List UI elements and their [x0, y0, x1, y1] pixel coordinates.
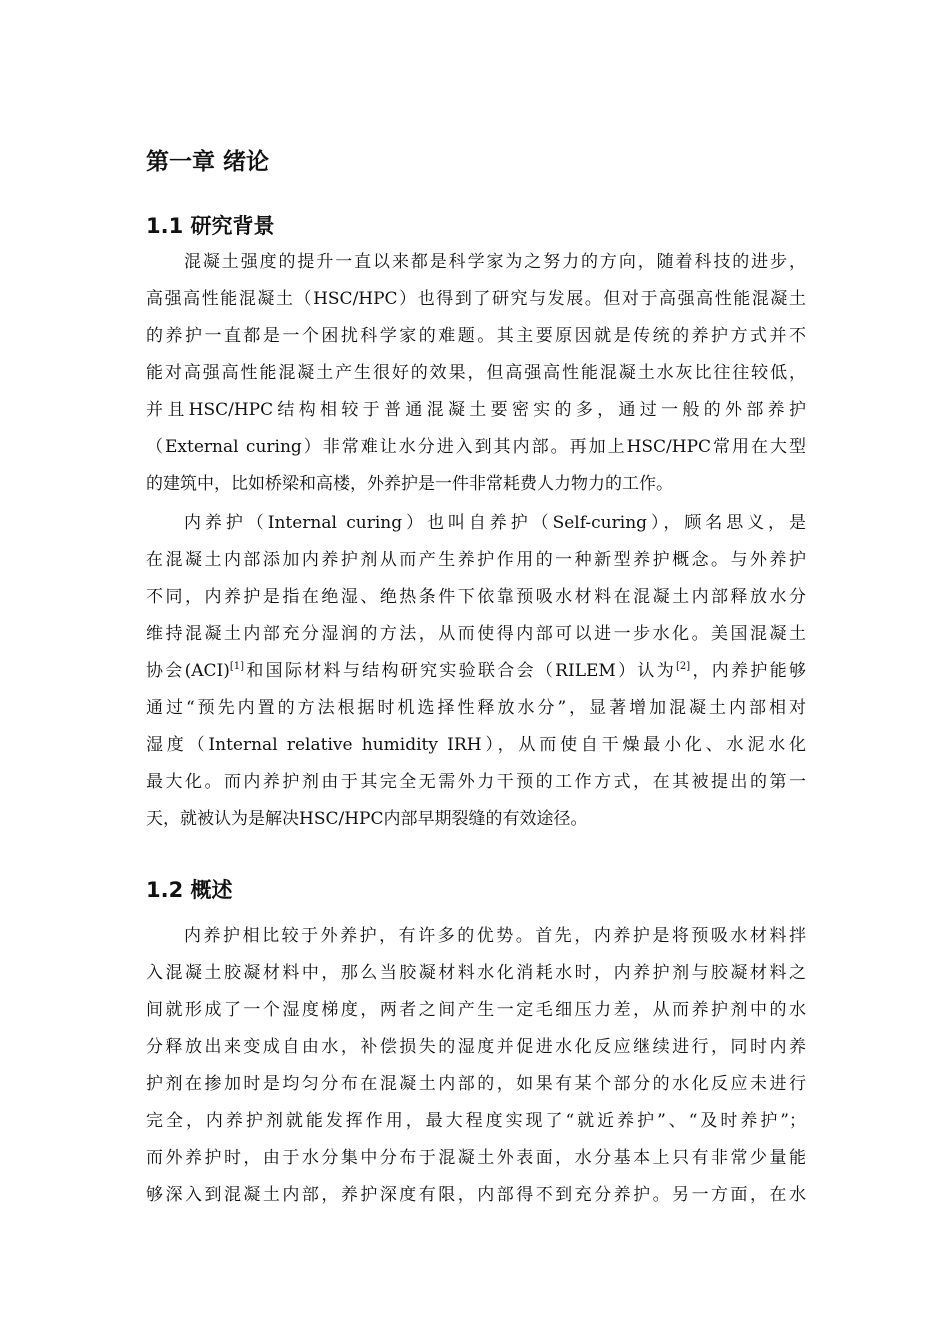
paragraph-line: 内养护（Internal curing）也叫自养护（Self-curing），顾名思义，是	[184, 513, 806, 533]
text-fragment: 协会(ACI)	[146, 661, 230, 681]
paragraph-line: 天，就被认为是解决HSC/HPC内部早期裂缝的有效途径。	[146, 809, 588, 829]
paragraph-line: 混凝土强度的提升一直以来都是科学家为之努力的方向，随着科技的进步，	[184, 252, 806, 272]
paragraph-line: （External curing）非常难让水分进入到其内部。再加上HSC/HPC常用在大型	[146, 437, 806, 457]
paragraph-line: 护剂在掺加时是均匀分布在混凝土内部的，如果有某个部分的水化反应未进行	[146, 1074, 806, 1094]
paragraph-line: 间就形成了一个湿度梯度，两者之间产生一定毛细压力差，从而养护剂中的水	[146, 1000, 806, 1020]
paragraph-line: 不同，内养护是指在绝湿、绝热条件下依靠预吸水材料在混凝土内部释放水分	[146, 587, 806, 607]
paragraph-line: 湿度（Internal relative humidity IRH），从而使自干燥最小化、水泥水化	[146, 735, 806, 755]
paragraph-line: 内养护相比较于外养护，有许多的优势。首先，内养护是将预吸水材料拌	[184, 926, 806, 946]
citation-ref-2: [2]	[676, 661, 691, 672]
section-title-research-background: 1.1 研究背景	[146, 214, 275, 238]
citation-ref-1: [1]	[229, 661, 245, 672]
paragraph-line: 在混凝土内部添加内养护剂从而产生养护作用的一种新型养护概念。与外养护	[146, 550, 806, 570]
chapter-title: 第一章 绪论	[146, 149, 270, 175]
paragraph-line: 入混凝土胶凝材料中，那么当胶凝材料水化消耗水时，内养护剂与胶凝材料之	[146, 963, 806, 983]
paragraph-line: 高强高性能混凝土（HSC/HPC）也得到了研究与发展。但对于高强高性能混凝土	[146, 289, 806, 309]
paragraph-line: 分释放出来变成自由水，补偿损失的湿度并促进水化反应继续进行，同时内养	[146, 1037, 806, 1057]
paragraph-line: 而外养护时，由于水分集中分布于混凝土外表面，水分基本上只有非常少量能	[146, 1148, 806, 1168]
paragraph-line: 能对高强高性能混凝土产生很好的效果，但高强高性能混凝土水灰比往往较低，	[146, 363, 806, 383]
paragraph-line: 通过“预先内置的方法根据时机选择性释放水分”，显著增加混凝土内部相对	[146, 698, 806, 718]
paragraph-line: 的建筑中，比如桥梁和高楼，外养护是一件非常耗费人力物力的工作。	[146, 474, 673, 494]
text-fragment: ，内养护能够	[690, 661, 806, 681]
paragraph-line: 并且HSC/HPC结构相较于普通混凝土要密实的多，通过一般的外部养护	[146, 400, 806, 420]
section-title-overview: 1.2 概述	[146, 878, 233, 902]
paragraph-line: 够深入到混凝土内部，养护深度有限，内部得不到充分养护。另一方面，在水	[146, 1185, 806, 1205]
paragraph-line: 维持混凝土内部充分湿润的方法，从而使得内部可以进一步水化。美国混凝土	[146, 624, 806, 644]
paragraph-line: 的养护一直都是一个困扰科学家的难题。其主要原因就是传统的养护方式并不	[146, 326, 806, 346]
paragraph-line-with-citations	[146, 653, 806, 690]
paragraph-line: 完全，内养护剂就能发挥作用，最大程度实现了“就近养护”、“及时养护”；	[146, 1111, 806, 1131]
paragraph-line: 最大化。而内养护剂由于其完全无需外力干预的工作方式，在其被提出的第一	[146, 772, 806, 792]
text-fragment: 和国际材料与结构研究实验联合会（RILEM）认为	[244, 661, 677, 681]
